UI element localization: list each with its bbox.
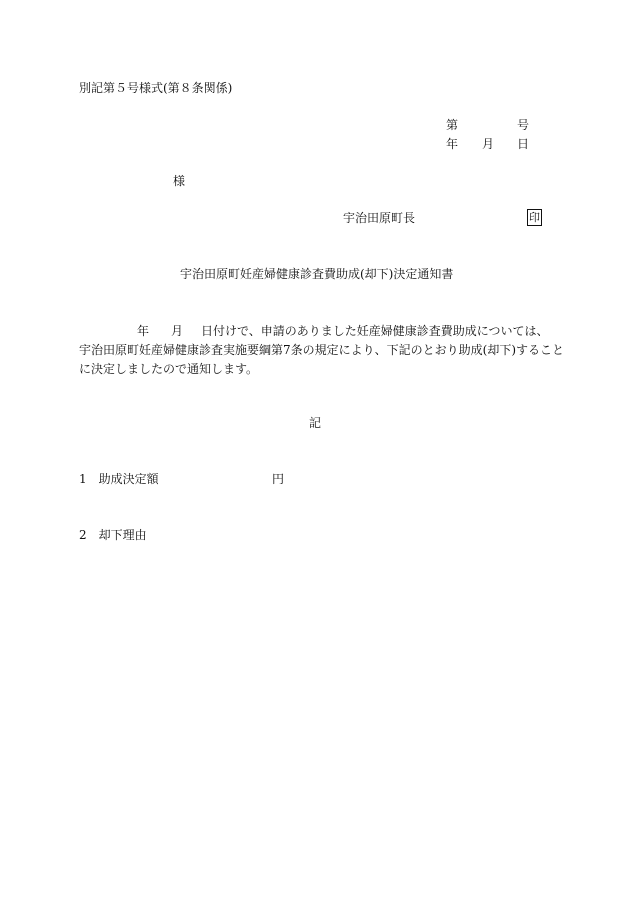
seal-label: 印 xyxy=(529,211,540,224)
body-paragraph xyxy=(79,322,565,379)
body-day-rest: 日付けで、申請のありました妊産婦健康診査費助成については、 xyxy=(201,324,549,338)
form-label: 別記第５号様式(第８条関係) xyxy=(79,81,233,95)
seal-stamp xyxy=(527,209,542,226)
body-year: 年 xyxy=(137,324,150,338)
item-2-label: 2 却下理由 xyxy=(79,528,147,542)
ki-heading: 記 xyxy=(309,416,322,430)
date-month: 月 xyxy=(482,137,495,151)
addressee-suffix: 様 xyxy=(173,174,186,188)
body-line-1 xyxy=(79,322,555,341)
document-title: 宇治田原町妊産婦健康診査費助成(却下)決定通知書 xyxy=(180,267,454,281)
item-1-unit: 円 xyxy=(272,472,285,486)
issuer-name: 宇治田原町長 xyxy=(343,211,416,225)
date-year: 年 xyxy=(446,137,459,151)
doc-number-go: 号 xyxy=(517,118,530,132)
body-month: 月 xyxy=(171,324,184,338)
item-1-label: 1 助成決定額 xyxy=(79,472,159,486)
date-day: 日 xyxy=(517,137,530,151)
body-line-2: 宇治田原町妊産婦健康診査実施要綱第7条の規定により、下記のとおり助成(却下)すること xyxy=(79,343,565,357)
body-line-3: に決定しましたので通知します。 xyxy=(79,362,259,376)
doc-number-dai: 第 xyxy=(446,118,459,132)
